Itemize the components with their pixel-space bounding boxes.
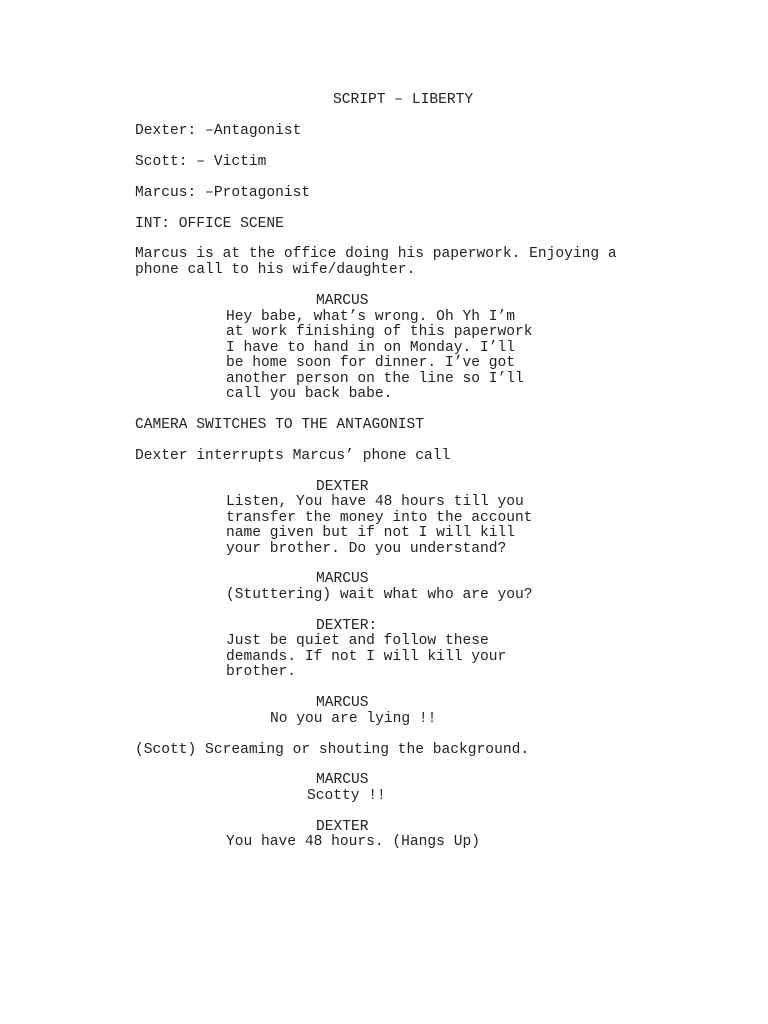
dialogue-line: call you back babe. [226, 386, 393, 402]
character-name: DEXTER [316, 819, 369, 835]
character-name: MARCUS [316, 293, 369, 309]
dialogue-line: brother. [226, 664, 297, 680]
script-title: SCRIPT – LIBERTY [333, 92, 474, 108]
action-line: phone call to his wife/daughter. [135, 262, 416, 278]
character-name: MARCUS [316, 571, 369, 587]
dialogue-line: Listen, You have 48 hours till you [226, 494, 524, 510]
dialogue-line: transfer the money into the account [226, 510, 533, 526]
action-line: (Scott) Screaming or shouting the background. [135, 742, 530, 758]
cast-dexter: Dexter: –Antagonist [135, 123, 302, 139]
action-line: Dexter interrupts Marcus’ phone call [135, 448, 451, 464]
dialogue-line: Just be quiet and follow these [226, 633, 489, 649]
dialogue-line: your brother. Do you understand? [226, 541, 507, 557]
character-name: MARCUS [316, 695, 369, 711]
scene-heading: INT: OFFICE SCENE [135, 216, 284, 232]
cast-scott: Scott: – Victim [135, 154, 267, 170]
character-name: MARCUS [316, 772, 369, 788]
character-name: DEXTER: [316, 618, 378, 634]
dialogue-line: name given but if not I will kill [226, 525, 516, 541]
dialogue-line: (Stuttering) wait what who are you? [226, 587, 533, 603]
transition-line: CAMERA SWITCHES TO THE ANTAGONIST [135, 417, 425, 433]
dialogue-line: at work finishing of this paperwork [226, 324, 533, 340]
dialogue-line: demands. If not I will kill your [226, 649, 507, 665]
dialogue-line: You have 48 hours. (Hangs Up) [226, 834, 480, 850]
dialogue-line: Scotty !! [307, 788, 386, 804]
character-name: DEXTER [316, 479, 369, 495]
action-line: Marcus is at the office doing his paperwork. Enjoying a [135, 246, 617, 262]
dialogue-line: be home soon for dinner. I’ve got [226, 355, 516, 371]
dialogue-line: No you are lying !! [270, 711, 437, 727]
dialogue-line: I have to hand in on Monday. I’ll [226, 340, 516, 356]
cast-marcus: Marcus: –Protagonist [135, 185, 311, 201]
dialogue-line: another person on the line so I’ll [226, 371, 524, 387]
dialogue-line: Hey babe, what’s wrong. Oh Yh I’m [226, 309, 516, 325]
